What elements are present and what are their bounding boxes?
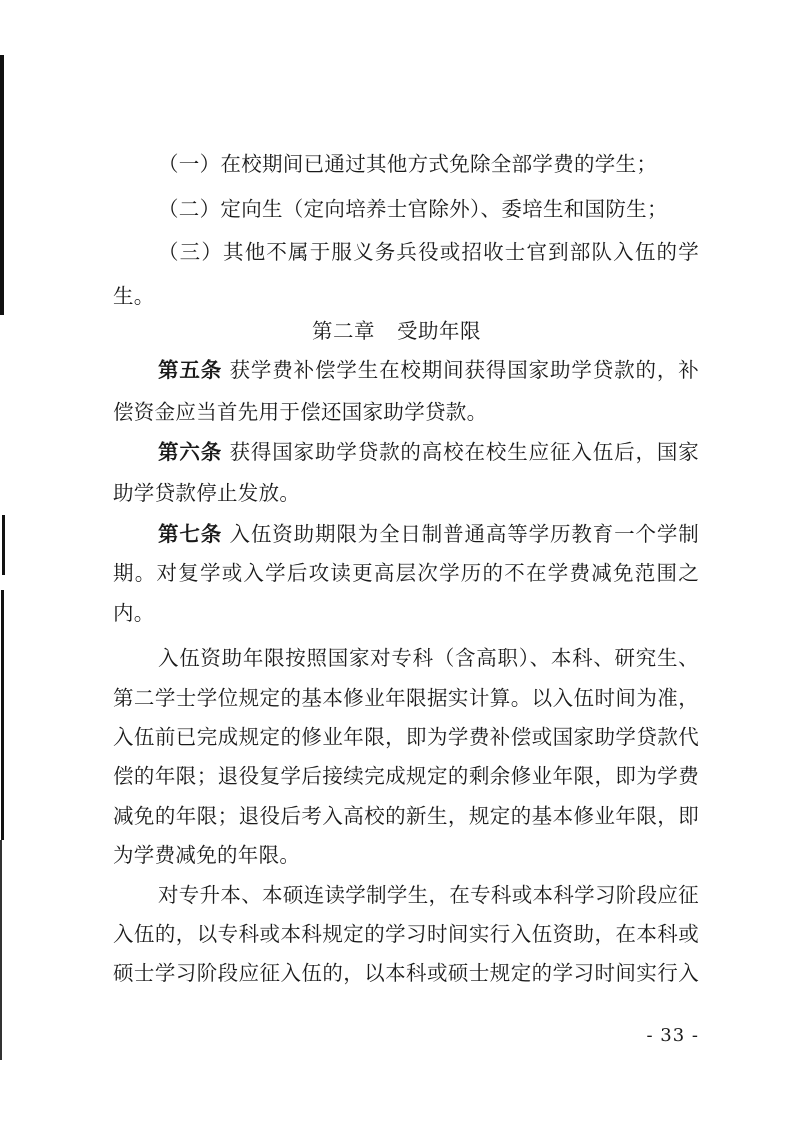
page-number: - 33 -: [646, 1025, 699, 1046]
scan-edge-mark: [0, 840, 2, 1060]
paragraph-line: 减免的年限；退役后考入高校的新生，规定的基本修业年限，即: [113, 804, 699, 828]
article-label: 第七条: [158, 522, 223, 546]
scan-edge-mark: [1, 590, 4, 840]
paragraph-line: 为学费减免的年限。: [113, 843, 301, 867]
paragraph-line: 入伍资助年限按照国家对专科（含高职）、本科、研究生、: [158, 646, 699, 670]
article-5: [158, 355, 699, 385]
article-text: 入伍资助期限为全日制普通高等学历教育一个学制: [229, 522, 699, 546]
chapter-number: 第二章: [312, 319, 375, 343]
article-label: 第六条: [158, 440, 223, 464]
list-item-2: （二）定向生（定向培养士官除外）、委培生和国防生；: [158, 197, 668, 221]
article-text: 获得国家助学贷款的高校在校生应征入伍后，国家: [229, 440, 699, 464]
paragraph-line: 对专升本、本硕连读学制学生，在专科或本科学习阶段应征: [158, 883, 699, 907]
article-6-line-2: 助学贷款停止发放。: [113, 481, 301, 505]
article-6: [158, 437, 699, 467]
paragraph-line: 入伍的，以专科或本科规定的学习时间实行入伍资助，在本科或: [113, 922, 699, 946]
scan-edge-mark: [0, 55, 4, 315]
paragraph-line: 第二学士学位规定的基本修业年限据实计算。以入伍时间为准，: [113, 686, 699, 710]
scan-edge-mark: [2, 515, 5, 575]
article-label: 第五条: [158, 358, 223, 382]
article-5-line-2: 偿资金应当首先用于偿还国家助学贷款。: [113, 400, 488, 424]
paragraph-line: 入伍前已完成规定的修业年限，即为学费补偿或国家助学贷款代: [113, 725, 699, 749]
paragraph-line: 偿的年限；退役复学后接续完成规定的剩余修业年限，即为学费: [113, 764, 699, 788]
list-item-3-continued: 生。: [113, 284, 155, 308]
article-7-line-2: 期。对复学或入学后攻读更高层次学历的不在学费减免范围之: [113, 561, 699, 585]
article-7: [158, 519, 699, 549]
chapter-heading: [0, 316, 793, 346]
list-item-3: （三）其他不属于服义务兵役或招收士官到部队入伍的学: [158, 240, 699, 264]
paragraph-line: 硕士学习阶段应征入伍的，以本科或硕士规定的学习时间实行入: [113, 961, 699, 985]
article-7-line-3: 内。: [113, 601, 155, 625]
chapter-title: 受助年限: [397, 319, 481, 343]
article-text: 获学费补偿学生在校期间获得国家助学贷款的，补: [229, 358, 699, 382]
list-item-1: （一）在校期间已通过其他方式免除全部学费的学生；: [158, 152, 658, 176]
